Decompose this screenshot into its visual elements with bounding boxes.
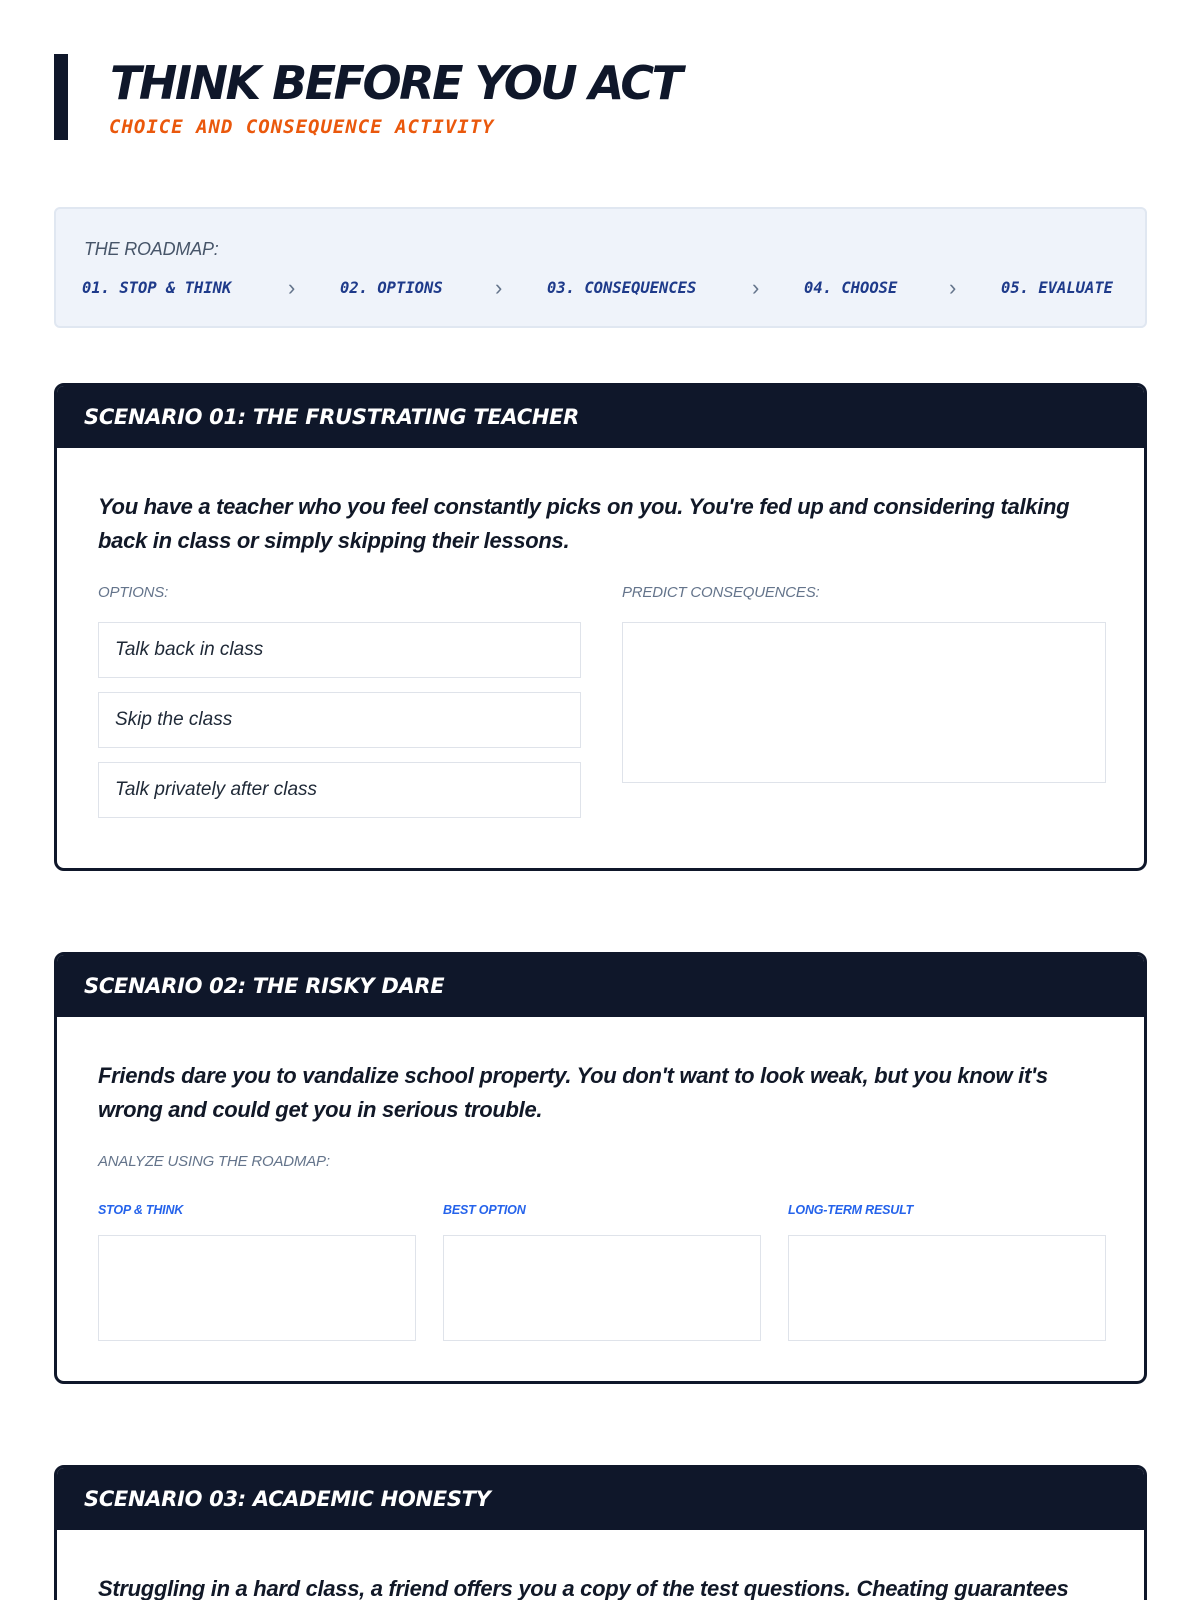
roadmap-step-evaluate: 05. EVALUATE bbox=[1001, 279, 1113, 297]
roadmap-step-choose: 04. CHOOSE bbox=[804, 279, 898, 297]
long-term-result-label: LONG-TERM RESULT bbox=[788, 1203, 914, 1217]
stop-think-label: STOP & THINK bbox=[98, 1203, 184, 1217]
scenario-description: Friends dare you to vandalize school property. You don't want to look weak, but you know it's wrong and could get you in serious trouble. bbox=[98, 1063, 1048, 1122]
stop-think-answer-box[interactable] bbox=[98, 1235, 416, 1341]
option-field[interactable]: Talk back in class bbox=[98, 622, 581, 678]
long-term-result-answer-box[interactable] bbox=[788, 1235, 1106, 1341]
scenario-description: You have a teacher who you feel constantly picks on you. You're fed up and considering talking back in class or simply skipping their lessons. bbox=[98, 494, 1070, 553]
best-option-label: BEST OPTION bbox=[443, 1203, 526, 1217]
best-option-answer-box[interactable] bbox=[443, 1235, 761, 1341]
chevron-right-icon: › bbox=[495, 275, 503, 300]
scenario-description: Struggling in a hard class, a friend offers you a copy of the test questions. Cheating guarantees bbox=[98, 1576, 1069, 1600]
chevron-right-icon: › bbox=[949, 275, 957, 300]
roadmap-label: THE ROADMAP: bbox=[84, 239, 219, 259]
analyze-label: ANALYZE USING THE ROADMAP: bbox=[98, 1153, 330, 1170]
chevron-right-icon: › bbox=[288, 275, 296, 300]
page-header bbox=[54, 54, 954, 140]
option-field[interactable]: Skip the class bbox=[98, 692, 581, 748]
page-subtitle: CHOICE AND CONSEQUENCE ACTIVITY bbox=[109, 116, 495, 138]
roadmap-step-stop-think: 01. STOP & THINK bbox=[82, 279, 232, 297]
roadmap-panel bbox=[54, 207, 1147, 328]
predict-consequences-label: PREDICT CONSEQUENCES: bbox=[622, 584, 820, 601]
chevron-right-icon: › bbox=[752, 275, 760, 300]
option-field[interactable]: Talk privately after class bbox=[98, 762, 581, 818]
consequences-answer-box[interactable] bbox=[622, 622, 1106, 783]
scenario-title: SCENARIO 03: ACADEMIC HONESTY bbox=[57, 1468, 1144, 1530]
roadmap-step-options: 02. OPTIONS bbox=[340, 279, 443, 297]
roadmap-step-consequences: 03. CONSEQUENCES bbox=[547, 279, 697, 297]
scenario-card-2 bbox=[54, 952, 1147, 1384]
scenario-card-3 bbox=[54, 1465, 1147, 1600]
scenario-card-1 bbox=[54, 383, 1147, 871]
options-label: OPTIONS: bbox=[98, 584, 169, 601]
scenario-title: SCENARIO 02: THE RISKY DARE bbox=[57, 955, 1144, 1017]
header-accent-bar bbox=[54, 54, 68, 140]
page-title: THINK BEFORE YOU ACT bbox=[110, 56, 681, 110]
scenario-title: SCENARIO 01: THE FRUSTRATING TEACHER bbox=[57, 386, 1144, 448]
